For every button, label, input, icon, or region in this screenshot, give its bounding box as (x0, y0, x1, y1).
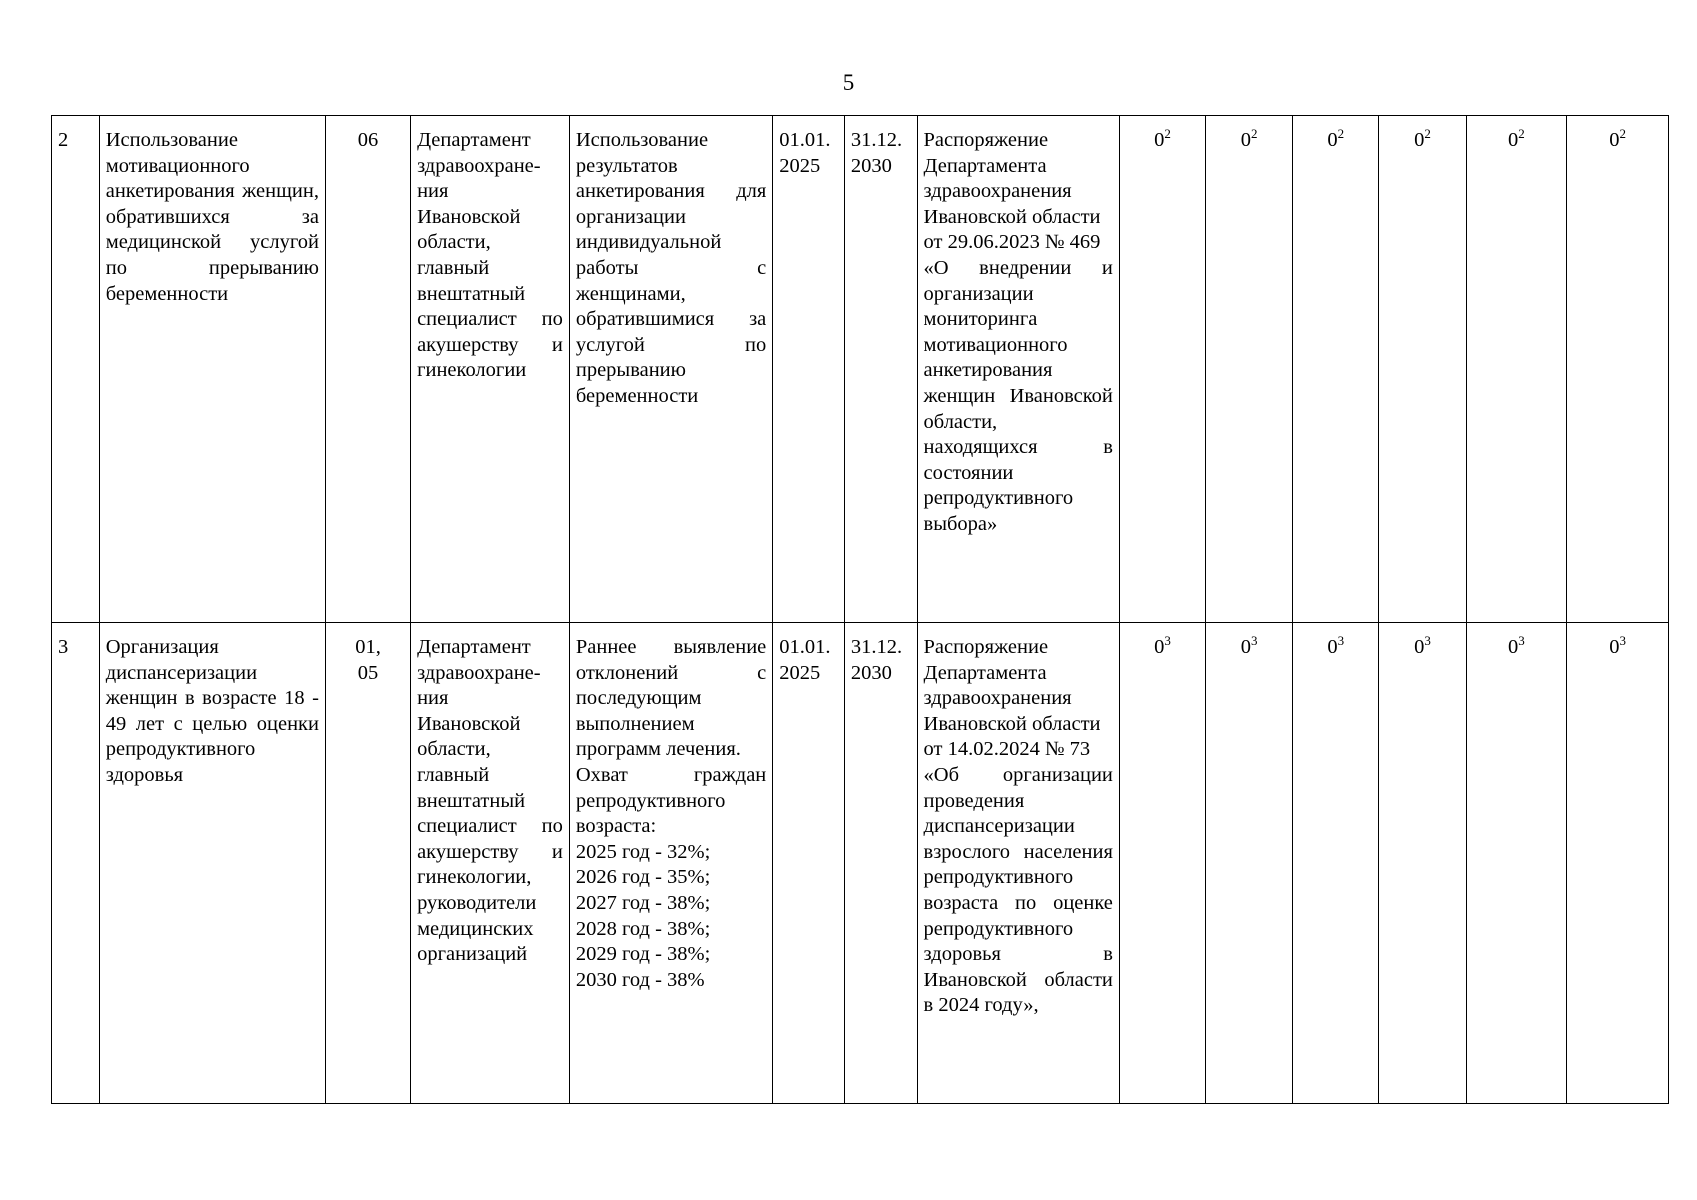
value-cell (1206, 116, 1293, 623)
expected-result: Раннее выявление отклонений с последующим выполнением программ лечения. Охват граждан репродуктивного возраста: 2025 год - 32%; 2026 год - 35%; 2027 год - 38%; 2028 год - 38%; 2029 год - 38%; 2030 год - 38% (569, 623, 772, 1104)
value-footnote: 3 (1518, 633, 1525, 649)
end-date: 31.12. 2030 (844, 623, 917, 1104)
value-base: 0 (1327, 129, 1338, 151)
value-base: 0 (1609, 129, 1620, 151)
value-footnote: 3 (1619, 633, 1626, 649)
measure-name: Использование мотивационного анкетирования женщин, обратившихся за медицинской услугой по прерыванию беременности (99, 116, 325, 623)
row-number: 2 (52, 116, 100, 623)
value-cell (1567, 623, 1669, 1104)
end-date: 31.12. 2030 (844, 116, 917, 623)
start-date: 01.01. 2025 (773, 623, 845, 1104)
value-base: 0 (1240, 129, 1251, 151)
value-base: 0 (1507, 636, 1519, 658)
value-footnote: 3 (1164, 633, 1171, 649)
row-number: 3 (52, 623, 100, 1104)
value-footnote: 3 (1337, 633, 1345, 649)
value-base: 0 (1507, 129, 1519, 151)
value-base: 0 (1327, 636, 1338, 658)
value-base: 0 (1414, 129, 1425, 151)
value-cell (1119, 116, 1205, 623)
expected-result: Использование результатов анкетирования для организации индивидуальной работы с женщинами, обратившимися за услугой по прерыванию беременности (569, 116, 772, 623)
value-cell (1466, 623, 1567, 1104)
table-row (52, 623, 1669, 1104)
measure-code: 06 (325, 116, 410, 623)
value-footnote: 3 (1251, 633, 1258, 649)
value-base: 0 (1154, 636, 1165, 658)
value-footnote: 2 (1518, 126, 1525, 142)
value-cell (1206, 623, 1293, 1104)
responsible-executor: Департамент здравоохране- ния Ивановской области, главный внештатный специалист по акушерству и гинекологии (411, 116, 570, 623)
value-cell (1293, 116, 1379, 623)
value-cell (1567, 116, 1669, 623)
value-footnote: 3 (1424, 633, 1431, 649)
page-number: 5 (842, 70, 855, 95)
regulatory-document: Распоряжение Департамента здравоохранения Ивановской области от 29.06.2023 № 469 «О внедрении и организации мониторинга мотивационного анкетирования женщин Ивановской области, находящихся в состоянии репродуктивного выбора» (917, 116, 1119, 623)
value-cell (1466, 116, 1567, 623)
value-footnote: 2 (1164, 126, 1171, 142)
responsible-executor: Департамент здравоохране- ния Ивановской области, главный внештатный специалист по акушерству и гинекологии, руководители медицинских организаций (411, 623, 570, 1104)
table-row (52, 116, 1669, 623)
measure-name: Организация диспансеризации женщин в возрасте 18 - 49 лет с целью оценки репродуктивного здоровья (99, 623, 325, 1104)
value-cell (1379, 623, 1466, 1104)
value-footnote: 2 (1251, 126, 1258, 142)
start-date: 01.01. 2025 (773, 116, 845, 623)
regulatory-document: Распоряжение Департамента здравоохранения Ивановской области от 14.02.2024 № 73 «Об организации проведения диспансеризации взрослого населения репродуктивного возраста по оценке репродуктивного здоровья в Ивановской области в 2024 году», (917, 623, 1119, 1104)
value-footnote: 2 (1337, 126, 1345, 142)
value-cell (1293, 623, 1379, 1104)
measure-code: 01, 05 (325, 623, 410, 1104)
value-footnote: 2 (1424, 126, 1431, 142)
value-cell (1379, 116, 1466, 623)
value-base: 0 (1609, 636, 1620, 658)
value-base: 0 (1154, 129, 1165, 151)
value-base: 0 (1240, 636, 1251, 658)
value-base: 0 (1414, 636, 1425, 658)
value-footnote: 2 (1619, 126, 1626, 142)
value-cell (1119, 623, 1205, 1104)
measures-table (51, 115, 1669, 1104)
